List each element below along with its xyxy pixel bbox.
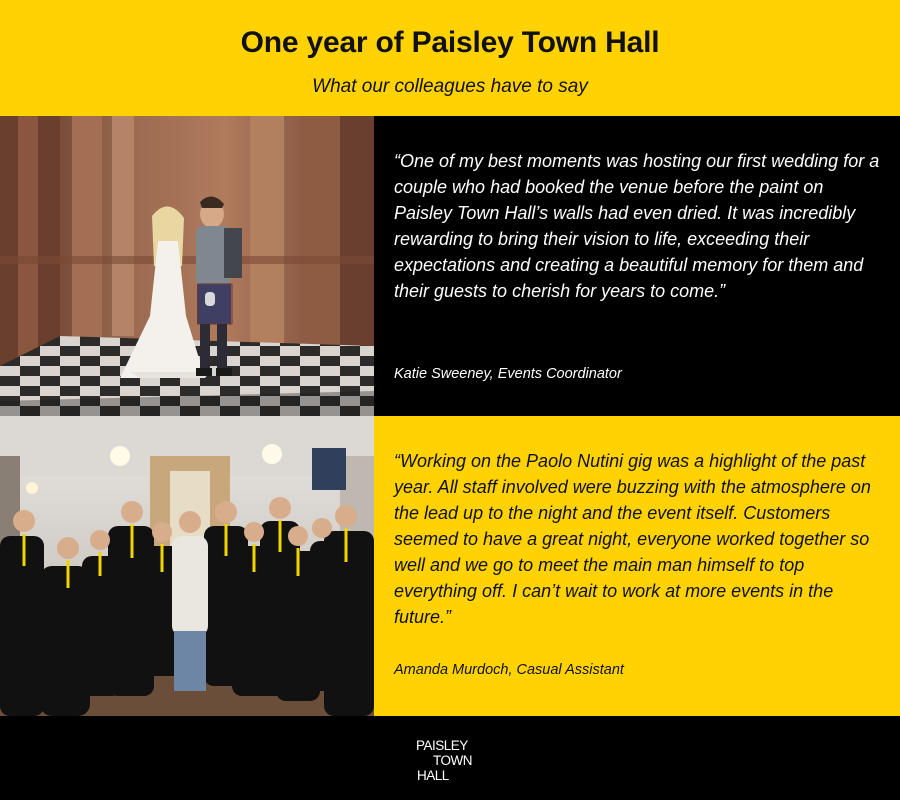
staff-group-photo bbox=[0, 416, 374, 716]
header-banner bbox=[0, 0, 900, 116]
testimonial-author: Katie Sweeney, Events Coordinator bbox=[394, 366, 622, 382]
testimonial-amanda bbox=[374, 416, 900, 716]
page-subtitle: What our colleagues have to say bbox=[312, 76, 588, 97]
testimonial-quote: “One of my best moments was hosting our first wedding for a couple who had booked the venue before the paint on Paisley Town Hall’s walls had even dried. It was incredibly rewarding to bring their vision to life, exceeding their expectations and creating a beautiful memory for them and their guests to cherish for years to come.” bbox=[394, 151, 880, 301]
logo-line: TOWN bbox=[433, 753, 472, 768]
testimonial-author: Amanda Murdoch, Casual Assistant bbox=[394, 662, 624, 678]
wedding-couple-photo bbox=[0, 116, 374, 416]
footer bbox=[0, 716, 900, 800]
page-title: One year of Paisley Town Hall bbox=[240, 26, 660, 59]
logo-line: HALL bbox=[417, 768, 449, 783]
paisley-town-hall-logo bbox=[416, 738, 490, 783]
testimonial-quote: “Working on the Paolo Nutini gig was a highlight of the past year. All staff involved were buzzing with the atmosphere on the lead up to the night and the event itself. Customers seemed to have a great night, everyone worked together so well and we go to meet the main man himself to top everything off. I can’t wait to work at more events in the future.” bbox=[394, 451, 871, 627]
testimonial-katie bbox=[374, 116, 900, 416]
logo-line: PAISLEY bbox=[416, 738, 468, 753]
